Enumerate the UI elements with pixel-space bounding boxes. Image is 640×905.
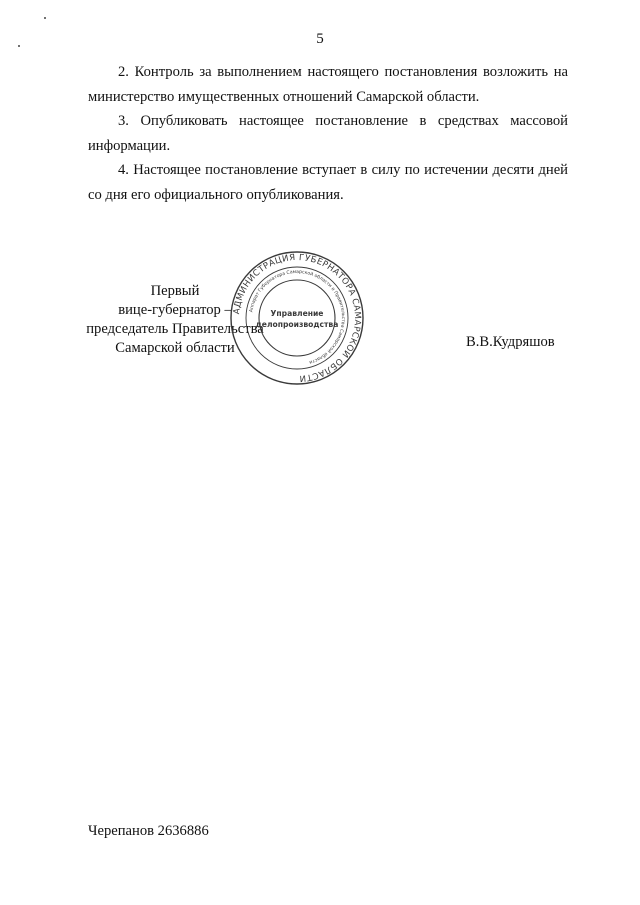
official-stamp — [229, 250, 365, 386]
paragraph-3: 3. Опубликовать настоящее постановление в средствах массовой информации. — [88, 113, 568, 154]
signer-title-line: вице-губернатор – — [118, 302, 232, 318]
signer-title-line: Самарской области — [115, 340, 235, 356]
executor-contact: Черепанов 2636886 — [88, 823, 209, 839]
scan-speck — [44, 17, 46, 19]
paragraph-4: 4. Настоящее постановление вступает в силу по истечении десяти дней со дня его официального опубликования. — [88, 162, 568, 203]
signer-title-line: председатель Правительства — [86, 321, 264, 337]
signer-title-line: Первый — [150, 283, 200, 299]
stamp-center-line-1: Управление — [270, 309, 324, 318]
scan-speck — [18, 45, 20, 47]
paragraph-2: 2. Контроль за выполнением настоящего постановления возложить на министерство имущественных отношений Самарской области. — [88, 64, 568, 105]
stamp-inner-text: Аппарат Губернатора Самарской области и Правительства Самарской области — [249, 269, 346, 365]
stamp-outer-text: АДМИНИСТРАЦИЯ ГУБЕРНАТОРА САМАРСКОЙ ОБЛАСТИ — [232, 252, 363, 384]
page-number: 5 — [316, 31, 324, 47]
signer-name: В.В.Кудряшов — [466, 334, 555, 350]
stamp-center-line-2: делопроизводства — [255, 320, 339, 329]
